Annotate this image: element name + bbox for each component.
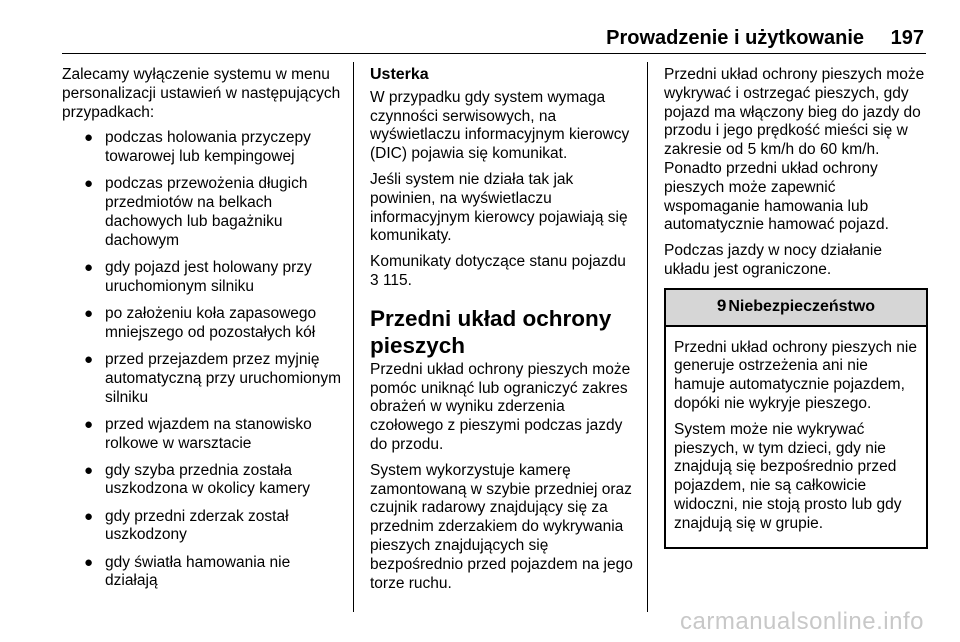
- column-divider-right: [647, 62, 648, 612]
- bullet-icon: ●: [84, 304, 94, 322]
- page-reference-arrow-icon: 3: [370, 271, 379, 289]
- page-number: 197: [890, 27, 924, 49]
- bullet-icon: ●: [84, 258, 94, 276]
- bullet-icon: ●: [84, 175, 94, 193]
- warning-body: [666, 327, 926, 547]
- list-item: ● przed wjazdem na stanowisko rolkowe w warsztacie: [84, 415, 312, 452]
- list-item: ● podczas przewożenia długich przedmiotów na belkach dachowych lub bagażniku dachowym: [84, 175, 308, 249]
- list-item: ● podczas holowania przyczepy towarowej lub kempingowej: [84, 129, 311, 166]
- column-divider-left: [353, 62, 354, 612]
- fault-paragraph-3: Komunikaty dotyczące stanu pojazdu 3 115.: [370, 253, 626, 289]
- warning-triangle-icon: 9: [716, 295, 727, 315]
- bullet-icon: ●: [84, 415, 94, 433]
- list-item: ● gdy światła hamowania nie działają: [84, 553, 291, 590]
- list-item: ● gdy szyba przednia została uszkodzona w okolicy kamery: [84, 461, 311, 498]
- section-heading: Przedni układ ochrony pieszych: [370, 305, 612, 358]
- column-middle: [370, 66, 636, 600]
- bullet-icon: ●: [84, 461, 94, 479]
- pedestrian-paragraph-1: Przedni układ ochrony pieszych może pomóc uniknąć lub ograniczyć zakres obrażeń w wyniku zderzenia czołowego z pieszymi podczas jazdy do przodu.: [370, 360, 631, 453]
- subheading-fault: Usterka: [370, 66, 429, 83]
- fault-paragraph-2: Jeśli system nie działa tak jak powinien, na wyświetlaczu informacyjnym kierowcy pojawiają się komunikaty.: [370, 170, 628, 245]
- pedestrian-paragraph-4: Podczas jazdy w nocy działanie układu jest ograniczone.: [664, 242, 882, 278]
- warning-paragraph-1: Przedni układ ochrony pieszych nie generuje ostrzeżenia ani nie hamuje automatycznie pojazdem, dopóki nie wykryje pieszego.: [674, 338, 917, 412]
- fault-paragraph-1: W przypadku gdy system wymaga czynności serwisowych, na wyświetlaczu informacyjnym kierowcy (DIC) pojawia się komunikat.: [370, 88, 630, 163]
- bullet-list: [62, 129, 347, 591]
- header-title: Prowadzenie i użytkowanie: [606, 27, 864, 49]
- warning-box: [664, 288, 928, 549]
- list-item: ● przed przejazdem przez myjnię automatyczną przy uruchomionym silniku: [84, 350, 342, 406]
- list-item: ● gdy pojazd jest holowany przy uruchomionym silniku: [84, 258, 312, 295]
- column-right: [664, 66, 928, 549]
- intro-paragraph: Zalecamy wyłączenie systemu w menu personalizacji ustawień w następujących przypadkach:: [62, 66, 341, 121]
- column-left: [62, 66, 347, 600]
- bullet-icon: ●: [84, 553, 94, 571]
- list-item: ● gdy przedni zderzak został uszkodzony: [84, 507, 289, 544]
- warning-header: [666, 290, 926, 327]
- watermark: carmanualsonline.info: [680, 608, 924, 635]
- warning-title: Niebezpieczeństwo: [728, 297, 876, 315]
- list-item: ● po założeniu koła zapasowego mniejszego od pozostałych kół: [84, 304, 317, 341]
- pedestrian-paragraph-3: Przedni układ ochrony pieszych może wykrywać i ostrzegać pieszych, gdy pojazd ma włączony bieg do jazdy do przodu i jego prędkość mieści się w zakresie od 5 km/h do 60 km/h. Ponadto przedni układ ochrony pieszych może zapewnić wspomaganie hamowania lub automatycznie hamować pojazd.: [664, 66, 925, 234]
- warning-paragraph-2: System może nie wykrywać pieszych, w tym dzieci, gdy nie znajdują się bezpośrednio przed pojazdem, nie są całkowicie widoczni, nie stoją prosto lub gdy znajdują się w grupie.: [674, 420, 902, 532]
- header-rule: [62, 53, 926, 54]
- bullet-icon: ●: [84, 350, 94, 368]
- pedestrian-paragraph-2: System wykorzystuje kamerę zamontowaną w szybie przedniej oraz czujnik radarowy znajdujący się za przednim zderzakiem do wykrywania pieszych znajdujących się bezpośrednio przed pojazdem na jego torze ruchu.: [370, 461, 633, 592]
- page-reference[interactable]: 115.: [382, 271, 412, 289]
- bullet-icon: ●: [84, 129, 94, 147]
- bullet-icon: ●: [84, 507, 94, 525]
